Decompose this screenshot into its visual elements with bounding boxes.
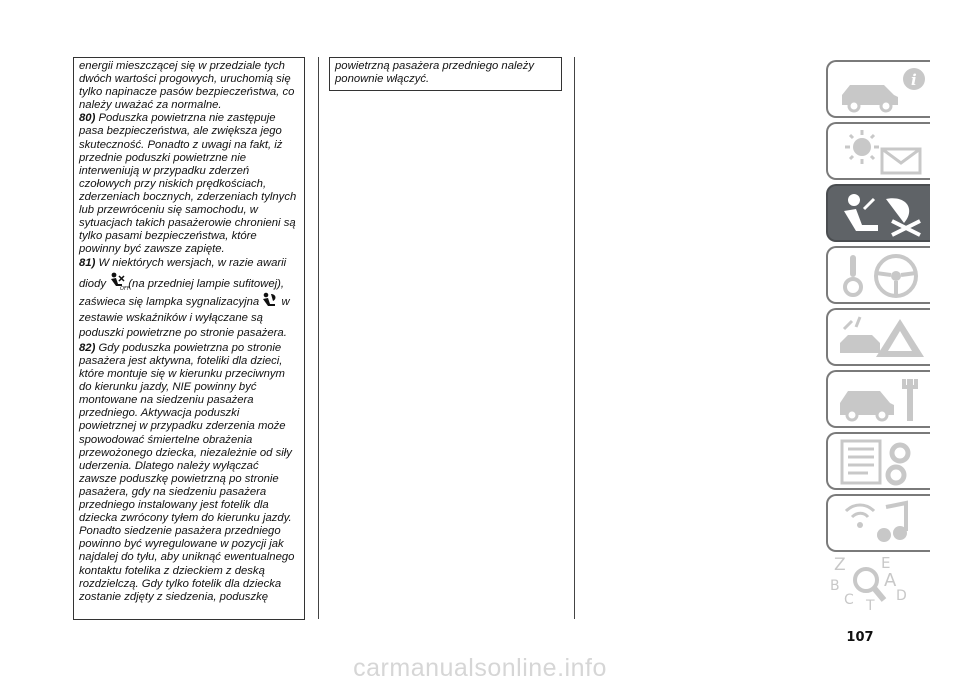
- airbag-warning-light-icon: [262, 292, 278, 308]
- note-81-text-3: w zestawie wskaźników i wyłączane są poduszki powietrzne po stronie pasażera.: [79, 296, 290, 340]
- note-82: [79, 342, 299, 604]
- index-letter: C: [844, 592, 854, 608]
- passenger-airbag-off-icon: [109, 272, 130, 292]
- footer-watermark: carmanualsonline.info: [353, 654, 607, 682]
- note-80-text: Poduszka powietrzna nie zastępuje pasa bezpieczeństwa, ale zwiększa jego skuteczność. Ponadto z uwagi na fakt, iż przednie poduszki powietrzne nie interweniują w przypadku zderzeń czołowych przy niskich prędkościach, zderzeniach bocznych, zderzeniach tylnych lub przewróceniu się samochodu, w sytuacjach takich pasażerowie chronieni są tylko pasami bezpieczeństwa, które powinny być zawsze zapięte.: [79, 112, 297, 256]
- svg-text:i: i: [911, 71, 917, 89]
- chapter-tab-index[interactable]: [826, 552, 930, 612]
- chapter-tab-emergency[interactable]: [826, 308, 930, 366]
- note-box-middle: [329, 57, 562, 91]
- column-divider: [574, 57, 575, 619]
- note-81-text-1: W niektórych wersjach, w razie awarii diody: [79, 257, 287, 290]
- chapter-tab-technical-data[interactable]: [826, 432, 930, 490]
- index-letter: B: [830, 578, 840, 594]
- index-letter: A: [884, 570, 897, 591]
- index-letter: T: [866, 598, 875, 614]
- index-letter: D: [896, 588, 907, 604]
- note-81-label: 81): [79, 257, 96, 270]
- note-82-label: 82): [79, 341, 96, 354]
- page-number: 107: [846, 630, 874, 645]
- svg-text:OFF: OFF: [120, 285, 130, 292]
- chapter-tab-warning-lights[interactable]: [826, 122, 930, 180]
- chapter-tab-multimedia[interactable]: [826, 494, 930, 552]
- note-box-left: [73, 57, 305, 620]
- car-maintenance-icon: [834, 375, 930, 425]
- note-81-text-2: (na przedniej lampie sufitowej), zaświeca się lampka sygnalizacyjna: [79, 277, 285, 309]
- note-80: [79, 112, 299, 256]
- warning-lights-icon: [834, 127, 930, 177]
- hazard-emergency-icon: [834, 313, 930, 363]
- steering-start-icon: [834, 251, 930, 301]
- airbag-safety-icon: [834, 189, 930, 241]
- note-80-label: 80): [79, 112, 96, 125]
- multimedia-icon: [834, 499, 930, 549]
- index-letter: Z: [834, 555, 846, 575]
- note-81: [79, 256, 299, 342]
- continuation-text-mid: powietrzną pasażera przedniego należy ponownie włączyć.: [335, 60, 535, 86]
- specifications-icon: [834, 437, 930, 487]
- chapter-tab-maintenance[interactable]: [826, 370, 930, 428]
- column-divider: [318, 57, 319, 619]
- chapter-tab-car-info[interactable]: [826, 60, 930, 118]
- continuation-text: energii mieszczącej się w przedziale tych dwóch wartości progowych, uruchomią się tylko napinacze pasów bezpieczeństwa, co należy uważać za normalne.: [79, 60, 295, 112]
- index-letter: E: [881, 554, 891, 572]
- car-info-icon: [834, 65, 930, 115]
- note-82-text: Gdy poduszka powietrzna po stronie pasażera jest aktywna, foteliki dla dzieci, które montuje się w kierunku przeciwnym do kierunku jazdy, NIE powinny być montowane na siedzeniu pasażera przedniego. Aktywacja poduszki powietrznej w przypadku zderzenia może spowodować śmiertelne obrażenia przewożonego dziecka, niezależnie od siły uderzenia. Dlatego należy wyłączać zawsze poduszkę powietrzną po stronie pasażera, gdy na siedzeniu pasażera przedniego instalowany jest fotelik dla dziecka zwrócony tyłem do kierunku jazdy. Ponadto siedzenie pasażera przedniego powinno być wyregulowane w pozycji jak najdalej do tyłu, aby uniknąć ewentualnego kontaktu fotelika z dzieckiem z deską rozdzielczą. Gdy tylko fotelik dla dziecka zostanie zdjęty z siedzenia, poduszkę: [79, 341, 295, 603]
- alphabetical-index-icon: [826, 552, 930, 612]
- chapter-tab-safety[interactable]: [826, 184, 930, 242]
- chapter-tab-starting-driving[interactable]: [826, 246, 930, 304]
